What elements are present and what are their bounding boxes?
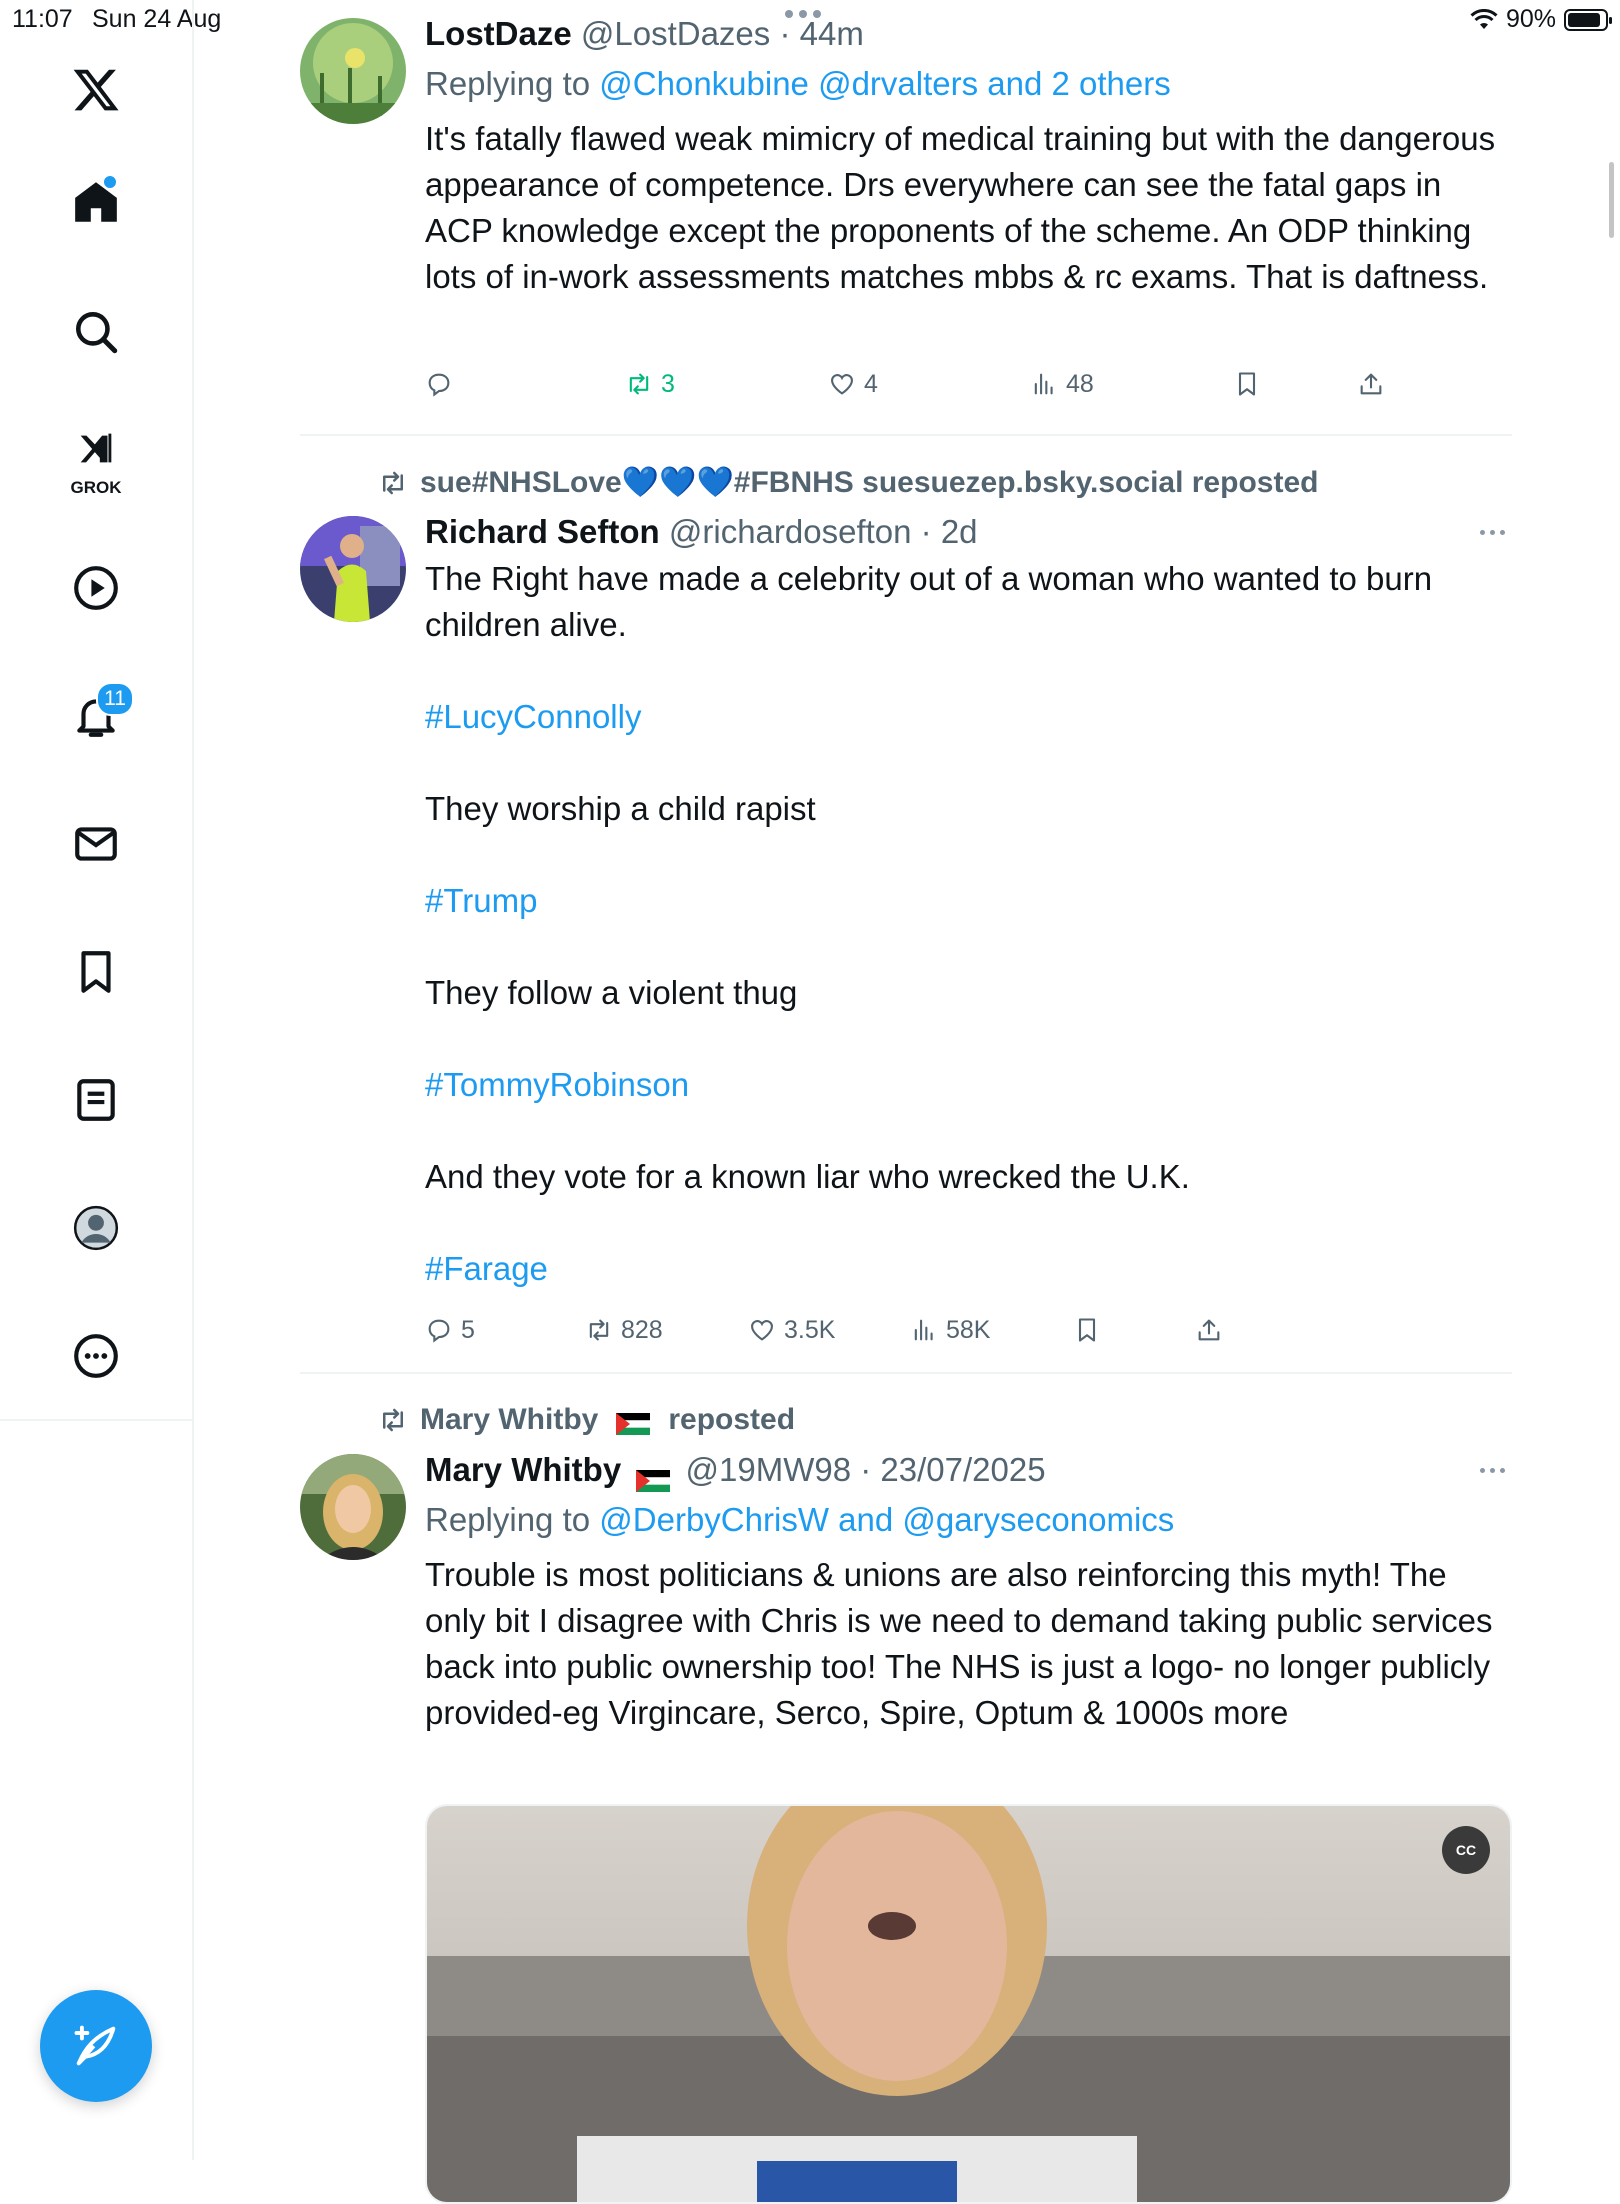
author-handle[interactable]: @LostDazes	[580, 15, 771, 52]
replying-to	[425, 64, 1512, 104]
messages-envelope-icon[interactable]	[56, 804, 136, 884]
repost-icon	[378, 468, 408, 498]
views-count: 58K	[946, 1315, 991, 1344]
tweet-paragraph: The Right have made a celebrity out of a woman who wanted to burn children alive.	[425, 560, 1433, 643]
x-logo-icon[interactable]	[56, 50, 136, 130]
heart-icon	[748, 1316, 776, 1344]
tweet-time[interactable]: 23/07/2025	[880, 1451, 1046, 1488]
tweet-time[interactable]: 2d	[940, 513, 978, 550]
reply-button[interactable]	[425, 1310, 475, 1350]
tweet-paragraph: Trouble is most politicians & unions are also reinforcing this myth! The only bit I disagree with Chris is we need to demand taking public services back into public ownership too! The NHS is just a logo- no longer publicly provided-eg Virgincare, Serco, Spire, Optum & 1000s more	[425, 1556, 1493, 1731]
author-handle[interactable]: @19MW98	[685, 1451, 852, 1488]
author-name[interactable]: LostDaze	[425, 15, 572, 52]
repost-icon	[585, 1316, 613, 1344]
tweet-actions	[425, 364, 1512, 404]
bookmark-button[interactable]	[1233, 364, 1261, 404]
reposted-suffix: reposted	[668, 1403, 796, 1436]
tweet-divider	[300, 434, 1512, 436]
battery-percent: 90%	[1505, 5, 1556, 33]
like-count: 3.5K	[784, 1315, 836, 1344]
palestine-flag-icon	[636, 1461, 670, 1483]
views-button[interactable]	[1030, 364, 1094, 404]
tweet-actions	[425, 1310, 1512, 1350]
tweet-paragraph: It's fatally flawed weak mimicry of medical training but with the dangerous appearance of competence. Drs everywhere can see the fatal gaps in ACP knowledge except the proponents of the scheme. An ODP thinking lots of in-work assessments matches mbbs & rc exams. That is daftness.	[425, 120, 1496, 295]
home-icon[interactable]	[56, 162, 136, 242]
repost-icon	[625, 370, 653, 398]
views-chart-icon	[910, 1316, 938, 1344]
notifications-count-badge: 11	[96, 682, 134, 716]
tweet-paragraph: They follow a violent thug	[425, 974, 798, 1011]
compose-post-button[interactable]	[40, 1990, 152, 2102]
avatar[interactable]	[300, 18, 406, 124]
repost-icon	[378, 1405, 408, 1435]
replying-to	[425, 1500, 1512, 1540]
avatar[interactable]	[300, 1454, 406, 1560]
reposted-by[interactable]	[378, 465, 1318, 500]
lists-icon[interactable]	[56, 1060, 136, 1140]
tweet-paragraph: They worship a child rapist	[425, 790, 816, 827]
reply-button[interactable]	[425, 364, 461, 404]
tweet-time[interactable]: 44m	[799, 15, 864, 52]
bookmark-button[interactable]	[1073, 1310, 1101, 1350]
tweet-video[interactable]	[425, 1804, 1512, 2204]
hashtag-link[interactable]: #LucyConnolly	[425, 698, 642, 735]
tweet-header: LostDaze @LostDazes · 44m	[425, 15, 864, 52]
reposted-by-name: Mary Whitby	[420, 1403, 599, 1436]
reply-count: 5	[461, 1315, 475, 1344]
bookmark-icon	[1073, 1316, 1101, 1344]
grok-label: GROK	[70, 478, 122, 497]
status-date: Sun 24 Aug	[92, 5, 222, 33]
sidebar-divider	[0, 1419, 192, 1421]
author-name[interactable]: Richard Sefton	[425, 513, 660, 550]
views-button[interactable]	[910, 1310, 990, 1350]
tweet-header: Richard Sefton @richardosefton · 2d	[425, 513, 978, 550]
tweet-more-icon[interactable]	[1472, 522, 1512, 542]
bookmarks-icon[interactable]	[56, 932, 136, 1012]
profile-avatar-icon[interactable]	[56, 1188, 136, 1268]
share-icon	[1357, 370, 1385, 398]
search-icon[interactable]	[56, 292, 136, 372]
reply-icon	[425, 370, 453, 398]
views-count: 48	[1066, 369, 1094, 398]
author-handle[interactable]: @richardosefton	[668, 513, 912, 550]
tweet-text	[425, 1552, 1512, 1736]
repost-button[interactable]	[625, 364, 675, 404]
video-play-icon[interactable]	[56, 548, 136, 628]
repost-count: 828	[621, 1315, 663, 1344]
tweet[interactable]	[425, 512, 1512, 1292]
reply-targets-link[interactable]: @Chonkubine @drvalters and 2 others	[599, 65, 1171, 102]
sidebar	[0, 0, 194, 2160]
repost-count: 3	[661, 369, 675, 398]
grok-icon[interactable]	[56, 416, 136, 500]
more-options-icon[interactable]	[56, 1316, 136, 1396]
battery-icon	[1564, 9, 1608, 31]
replying-to-label: Replying to	[425, 65, 591, 102]
like-count: 4	[864, 369, 878, 398]
status-time: 11:07	[12, 5, 73, 33]
like-button[interactable]	[828, 364, 878, 404]
tweet-more-icon[interactable]	[1472, 1460, 1512, 1480]
tweet[interactable]	[425, 1450, 1512, 1736]
tweet-paragraph: And they vote for a known liar who wrecked the U.K.	[425, 1158, 1190, 1195]
author-name[interactable]: Mary Whitby	[425, 1451, 622, 1488]
closed-captions-button[interactable]: CC	[1442, 1826, 1490, 1874]
avatar[interactable]	[300, 516, 406, 622]
reposted-by-text: sue#NHSLove💙💙💙#FBNHS suesuezep.bsky.social reposted	[420, 466, 1319, 499]
tweet-text	[425, 556, 1512, 1292]
share-button[interactable]	[1195, 1310, 1223, 1350]
hashtag-link[interactable]: #TommyRobinson	[425, 1066, 690, 1103]
notifications-bell-icon[interactable]	[56, 676, 136, 756]
video-thumbnail	[427, 1806, 1512, 2204]
views-chart-icon	[1030, 370, 1058, 398]
hashtag-link[interactable]: #Trump	[425, 882, 538, 919]
tweet[interactable]	[425, 14, 1512, 300]
hashtag-link[interactable]: #Farage	[425, 1250, 548, 1287]
share-icon	[1195, 1316, 1223, 1344]
replying-to-label: Replying to	[425, 1501, 591, 1538]
home-unread-dot	[102, 174, 118, 190]
like-button[interactable]	[748, 1310, 835, 1350]
reposted-by[interactable]	[378, 1403, 795, 1437]
tweet-header: Mary Whitby @19MW98 · 23/07/2025	[425, 1450, 1512, 1490]
bookmark-icon	[1233, 370, 1261, 398]
share-button[interactable]	[1357, 364, 1385, 404]
tweet-divider	[300, 1372, 1512, 1374]
heart-icon	[828, 370, 856, 398]
scrollbar-thumb[interactable]	[1609, 162, 1614, 238]
repost-button[interactable]	[585, 1310, 663, 1350]
reply-icon	[425, 1316, 453, 1344]
tweet-text	[425, 116, 1512, 300]
compose-feather-icon	[70, 2020, 122, 2072]
palestine-flag-icon	[616, 1409, 650, 1431]
reply-targets-link[interactable]: @DerbyChrisW and @garyseconomics	[599, 1501, 1175, 1538]
